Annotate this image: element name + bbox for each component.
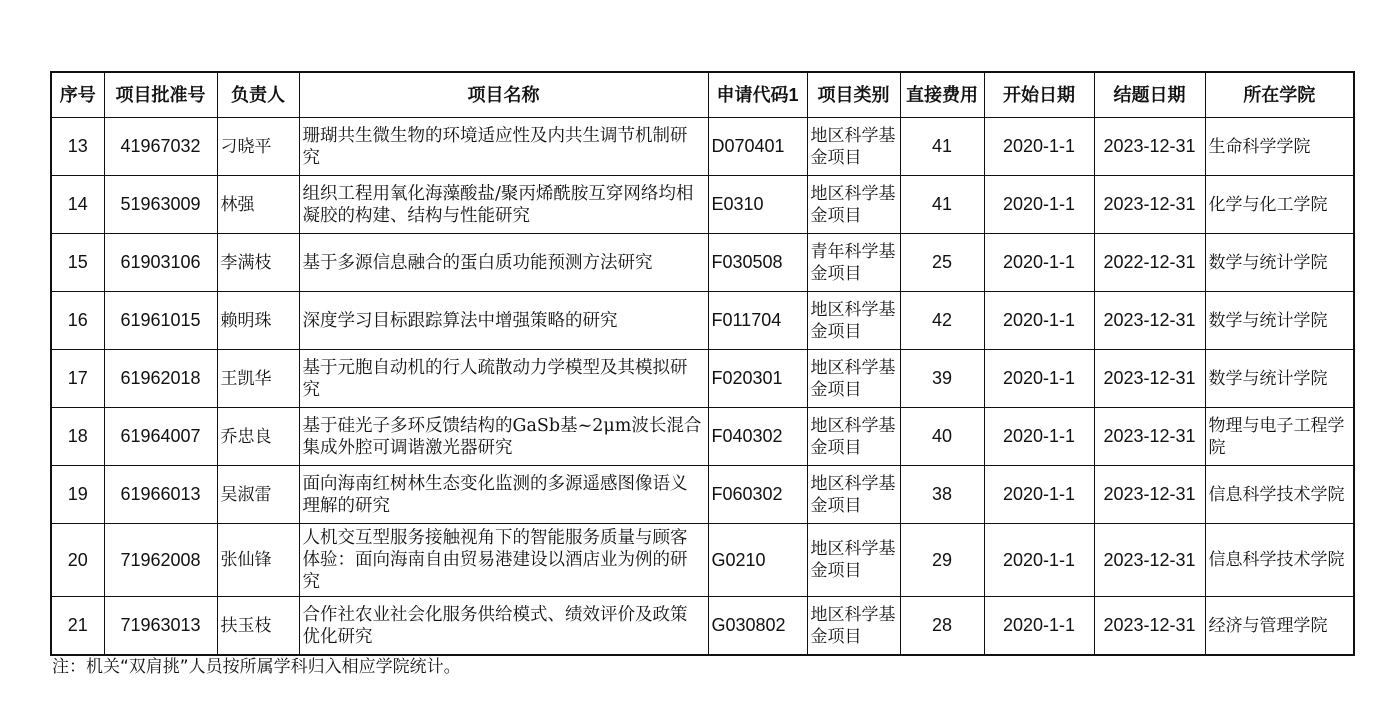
cell-start-date: 2020-1-1	[984, 597, 1094, 656]
cell-leader: 赖明珠	[217, 292, 299, 350]
cell-leader: 李满枝	[217, 234, 299, 292]
table-row	[51, 176, 1354, 234]
cell-school: 物理与电子工程学院	[1205, 408, 1354, 466]
cell-school: 数学与统计学院	[1205, 350, 1354, 408]
cell-code: F030508	[708, 234, 807, 292]
cell-category: 地区科学基金项目	[807, 466, 900, 524]
cell-approval-no: 41967032	[104, 118, 217, 176]
cell-index: 20	[51, 524, 104, 597]
header-project-name: 项目名称	[299, 72, 708, 118]
table-row	[51, 234, 1354, 292]
cell-project-name: 基于硅光子多环反馈结构的GaSb基~2μm波长混合集成外腔可调谐激光器研究	[299, 408, 708, 466]
cell-approval-no: 61903106	[104, 234, 217, 292]
table-body	[51, 118, 1354, 656]
table-row	[51, 597, 1354, 656]
header-code: 申请代码1	[708, 72, 807, 118]
cell-index: 13	[51, 118, 104, 176]
table-header-row	[51, 72, 1354, 118]
cell-end-date: 2023-12-31	[1094, 408, 1205, 466]
cell-direct-cost: 40	[900, 408, 984, 466]
cell-project-name: 珊瑚共生微生物的环境适应性及内共生调节机制研究	[299, 118, 708, 176]
cell-start-date: 2020-1-1	[984, 408, 1094, 466]
cell-direct-cost: 39	[900, 350, 984, 408]
header-direct-cost: 直接费用	[900, 72, 984, 118]
table-row	[51, 118, 1354, 176]
table-row	[51, 292, 1354, 350]
cell-index: 17	[51, 350, 104, 408]
footnote: 注：机关“双肩挑”人员按所属学科归入相应学院统计。	[52, 657, 461, 677]
header-end-date: 结题日期	[1094, 72, 1205, 118]
cell-leader: 扶玉枝	[217, 597, 299, 656]
cell-direct-cost: 28	[900, 597, 984, 656]
cell-leader: 林强	[217, 176, 299, 234]
cell-school: 经济与管理学院	[1205, 597, 1354, 656]
cell-category: 地区科学基金项目	[807, 292, 900, 350]
cell-code: E0310	[708, 176, 807, 234]
cell-project-name: 合作社农业社会化服务供给模式、绩效评价及政策优化研究	[299, 597, 708, 656]
cell-end-date: 2023-12-31	[1094, 118, 1205, 176]
header-start-date: 开始日期	[984, 72, 1094, 118]
cell-direct-cost: 25	[900, 234, 984, 292]
cell-end-date: 2023-12-31	[1094, 524, 1205, 597]
cell-direct-cost: 38	[900, 466, 984, 524]
header-index: 序号	[51, 72, 104, 118]
cell-index: 16	[51, 292, 104, 350]
cell-project-name: 深度学习目标跟踪算法中增强策略的研究	[299, 292, 708, 350]
header-leader: 负责人	[217, 72, 299, 118]
cell-end-date: 2023-12-31	[1094, 176, 1205, 234]
cell-end-date: 2023-12-31	[1094, 597, 1205, 656]
cell-project-name: 组织工程用氧化海藻酸盐/聚丙烯酰胺互穿网络均相凝胶的构建、结构与性能研究	[299, 176, 708, 234]
cell-start-date: 2020-1-1	[984, 466, 1094, 524]
cell-category: 青年科学基金项目	[807, 234, 900, 292]
header-school: 所在学院	[1205, 72, 1354, 118]
cell-category: 地区科学基金项目	[807, 524, 900, 597]
cell-end-date: 2023-12-31	[1094, 292, 1205, 350]
cell-approval-no: 61961015	[104, 292, 217, 350]
cell-direct-cost: 41	[900, 176, 984, 234]
cell-school: 化学与化工学院	[1205, 176, 1354, 234]
cell-start-date: 2020-1-1	[984, 524, 1094, 597]
cell-category: 地区科学基金项目	[807, 118, 900, 176]
cell-approval-no: 61964007	[104, 408, 217, 466]
cell-code: F020301	[708, 350, 807, 408]
cell-approval-no: 61962018	[104, 350, 217, 408]
cell-school: 生命科学学院	[1205, 118, 1354, 176]
cell-code: F011704	[708, 292, 807, 350]
cell-school: 信息科学技术学院	[1205, 524, 1354, 597]
cell-leader: 刁晓平	[217, 118, 299, 176]
cell-approval-no: 71963013	[104, 597, 217, 656]
header-approval-no: 项目批准号	[104, 72, 217, 118]
cell-direct-cost: 41	[900, 118, 984, 176]
cell-category: 地区科学基金项目	[807, 176, 900, 234]
cell-code: G030802	[708, 597, 807, 656]
cell-code: F060302	[708, 466, 807, 524]
cell-start-date: 2020-1-1	[984, 118, 1094, 176]
cell-leader: 乔忠良	[217, 408, 299, 466]
cell-direct-cost: 29	[900, 524, 984, 597]
cell-leader: 王凯华	[217, 350, 299, 408]
cell-school: 信息科学技术学院	[1205, 466, 1354, 524]
table-row	[51, 466, 1354, 524]
table-row	[51, 350, 1354, 408]
cell-project-name: 基于元胞自动机的行人疏散动力学模型及其模拟研究	[299, 350, 708, 408]
grant-table	[50, 71, 1355, 656]
header-category: 项目类别	[807, 72, 900, 118]
cell-leader: 张仙锋	[217, 524, 299, 597]
cell-index: 19	[51, 466, 104, 524]
cell-index: 15	[51, 234, 104, 292]
cell-index: 14	[51, 176, 104, 234]
cell-approval-no: 71962008	[104, 524, 217, 597]
cell-project-name: 基于多源信息融合的蛋白质功能预测方法研究	[299, 234, 708, 292]
cell-end-date: 2023-12-31	[1094, 350, 1205, 408]
cell-category: 地区科学基金项目	[807, 597, 900, 656]
cell-category: 地区科学基金项目	[807, 350, 900, 408]
table-row	[51, 524, 1354, 597]
cell-end-date: 2023-12-31	[1094, 466, 1205, 524]
cell-school: 数学与统计学院	[1205, 292, 1354, 350]
cell-approval-no: 51963009	[104, 176, 217, 234]
cell-start-date: 2020-1-1	[984, 176, 1094, 234]
cell-code: G0210	[708, 524, 807, 597]
cell-project-name: 面向海南红树林生态变化监测的多源遥感图像语义理解的研究	[299, 466, 708, 524]
cell-project-name: 人机交互型服务接触视角下的智能服务质量与顾客体验：面向海南自由贸易港建设以酒店业为例的研究	[299, 524, 708, 597]
cell-index: 18	[51, 408, 104, 466]
cell-start-date: 2020-1-1	[984, 234, 1094, 292]
cell-start-date: 2020-1-1	[984, 350, 1094, 408]
cell-approval-no: 61966013	[104, 466, 217, 524]
table-row	[51, 408, 1354, 466]
cell-direct-cost: 42	[900, 292, 984, 350]
cell-start-date: 2020-1-1	[984, 292, 1094, 350]
cell-school: 数学与统计学院	[1205, 234, 1354, 292]
cell-code: D070401	[708, 118, 807, 176]
cell-category: 地区科学基金项目	[807, 408, 900, 466]
cell-code: F040302	[708, 408, 807, 466]
cell-index: 21	[51, 597, 104, 656]
cell-end-date: 2022-12-31	[1094, 234, 1205, 292]
cell-leader: 吴淑雷	[217, 466, 299, 524]
